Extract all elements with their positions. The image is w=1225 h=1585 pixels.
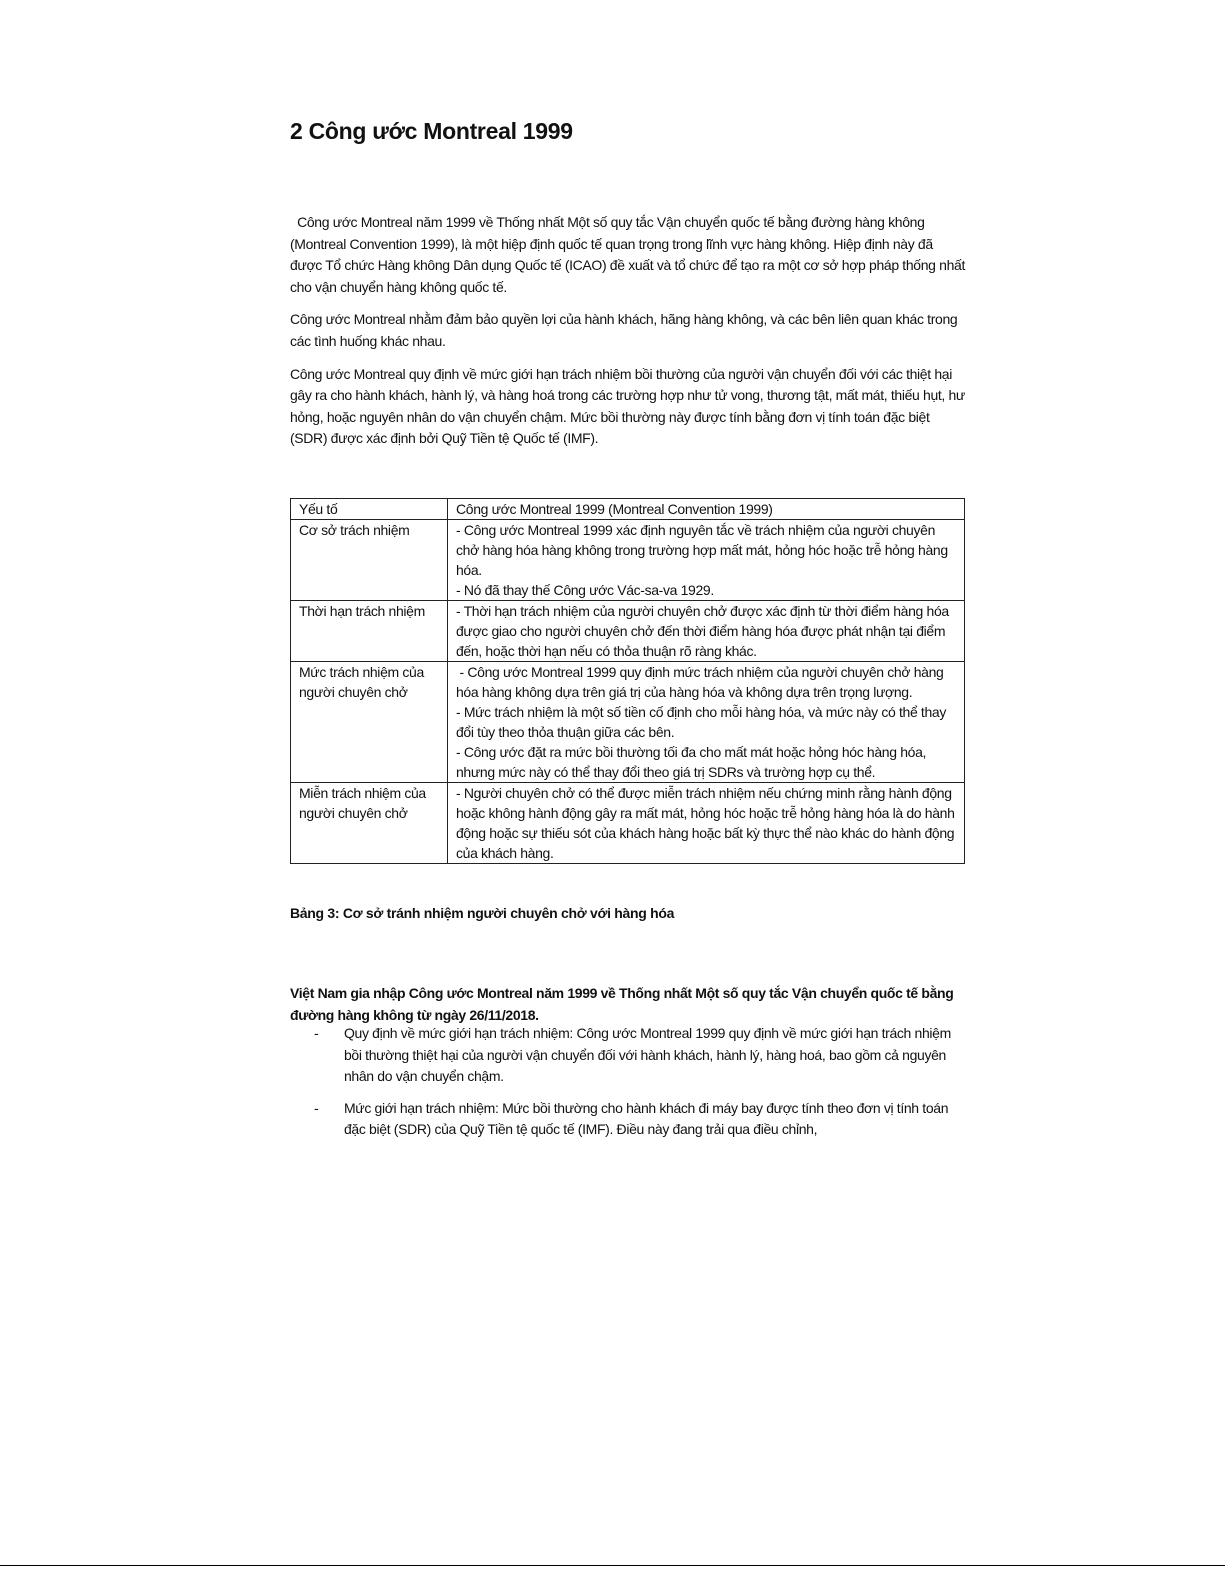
list-item	[290, 1023, 966, 1088]
intro-section	[290, 212, 969, 461]
table-row	[291, 520, 965, 601]
detail-line: - Mức trách nhiệm là một số tiền cố định cho mỗi hàng hóa, và mức này có thể thay đổi tùy theo thỏa thuận giữa các bên.	[456, 704, 946, 740]
detail-line: - Nó đã thay thế Công ước Vác-sa-va 1929.	[456, 582, 714, 598]
detail-line: - Công ước Montreal 1999 quy định mức trách nhiệm của người chuyên chở hàng hóa hàng không dựa trên giá trị của hàng hóa và không dựa trên trọng lượng.	[456, 664, 947, 700]
table-header-row	[291, 499, 965, 520]
factor-cell: Thời hạn trách nhiệm	[291, 601, 448, 662]
table-row	[291, 783, 965, 864]
detail-cell	[448, 520, 965, 601]
detail-line: - Người chuyên chở có thể được miễn trách nhiệm nếu chứng minh rằng hành động hoặc không hành động gây ra mất mát, hỏng hóc hoặc trễ hỏng hàng hóa là do hành động hoặc sự thiếu sót của khách hàng hoặc bất kỳ thực thể nào khác do hành động của khách hàng.	[456, 785, 955, 861]
detail-cell	[448, 601, 965, 662]
detail-line: - Thời hạn trách nhiệm của người chuyên chở được xác định từ thời điểm hàng hóa được giao cho người chuyên chở đến thời điểm hàng hóa được phát nhận tại điểm đến, hoặc thời hạn nếu có thỏa thuận rõ ràng khác.	[456, 603, 949, 659]
section-heading: 2 Công ước Montreal 1999	[290, 118, 573, 144]
list-item	[290, 1098, 966, 1141]
header-cell: Yếu tố	[291, 499, 448, 520]
paragraph: Công ước Montreal quy định về mức giới hạn trách nhiệm bồi thường của người vận chuyển đối với các thiệt hại gây ra cho hành khách, hành lý, và hàng hoá trong các trường hợp như tử vong, thương tật, mất mát, thiếu hụt, hư hỏng, hoặc nguyên nhân do vận chuyển chậm. Mức bồi thường này được tính bằng đơn vị tính toán đặc biệt (SDR) được xác định bởi Quỹ Tiền tệ Quốc tế (IMF).	[290, 365, 965, 447]
table-row	[291, 601, 965, 662]
list-item-text: Quy định về mức giới hạn trách nhiệm: Công ước Montreal 1999 quy định về mức giới hạn trách nhiệm bồi thường thiệt hại của người vận chuyển đối với hành khách, hành lý, hàng hoá, bao gồm cả nguyên nhân do vận chuyển chậm.	[344, 1025, 951, 1085]
detail-cell	[448, 783, 965, 864]
factor-cell: Mức trách nhiệm của người chuyên chở	[291, 662, 448, 783]
dash-marker: -	[314, 1099, 319, 1116]
bullet-list	[290, 1023, 966, 1151]
dash-marker: -	[314, 1025, 319, 1041]
header-cell: Công ước Montreal 1999 (Montreal Convention 1999)	[448, 499, 965, 520]
detail-cell	[448, 662, 965, 783]
bold-paragraph: Việt Nam gia nhập Công ước Montreal năm 1999 về Thống nhất Một số quy tắc Vận chuyển quốc tế bằng đường hàng không từ ngày 26/11/2018.	[290, 985, 954, 1023]
detail-line: - Công ước đặt ra mức bồi thường tối đa cho mất mát hoặc hỏng hóc hàng hóa, nhưng mức này có thể thay đổi theo giá trị SDRs và trường hợp cụ thể.	[456, 744, 927, 780]
list-item-text: Mức giới hạn trách nhiệm: Mức bồi thường cho hành khách đi máy bay được tính theo đơn vị tính toán đặc biệt (SDR) của Quỹ Tiền tệ quốc tế (IMF). Điều này đang trải qua điều chỉnh,	[344, 1099, 949, 1138]
table-row	[291, 662, 965, 783]
factor-cell: Cơ sở trách nhiệm	[291, 520, 448, 601]
liability-table	[290, 498, 965, 864]
table-caption: Bảng 3: Cơ sở tránh nhiệm người chuyên chở với hàng hóa	[290, 905, 675, 921]
page-bottom-divider	[0, 1565, 1225, 1566]
factor-cell: Miễn trách nhiệm của người chuyên chở	[291, 783, 448, 864]
detail-line: - Công ước Montreal 1999 xác định nguyên tắc về trách nhiệm của người chuyên chở hàng hóa hàng không trong trường hợp mất mát, hỏng hóc hoặc trễ hỏng hàng hóa.	[456, 522, 948, 578]
paragraph: Công ước Montreal năm 1999 về Thống nhất Một số quy tắc Vận chuyển quốc tế bằng đường hàng không (Montreal Convention 1999), là một hiệp định quốc tế quan trọng trong lĩnh vực hàng không. Hiệp định này đã được Tổ chức Hàng không Dân dụng Quốc tế (ICAO) đề xuất và tổ chức để tạo ra một cơ sở hợp pháp thống nhất cho vận chuyển hàng không quốc tế.	[290, 214, 969, 295]
paragraph: Công ước Montreal nhằm đảm bảo quyền lợi của hành khách, hãng hàng không, và các bên liên quan khác trong các tình huống khác nhau.	[290, 311, 958, 349]
